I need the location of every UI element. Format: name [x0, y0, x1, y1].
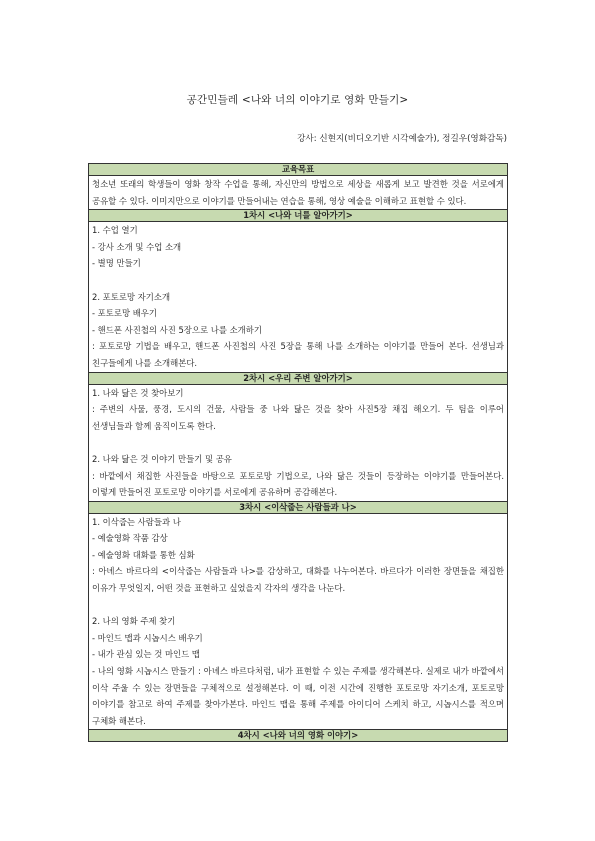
session-line: 2. 나와 닮은 것 이야기 만들기 및 공유: [92, 453, 232, 464]
session-body-row: [89, 384, 508, 501]
session-line: - 핸드폰 사진첩의 사진 5장으로 나를 소개하기: [92, 324, 262, 335]
session-line: - 예술영화 대화를 통한 심화: [92, 549, 195, 560]
session-line: - 별명 만들기: [92, 258, 141, 269]
goal-row: [89, 176, 508, 210]
session-line: 1. 이삭줍는 사람들과 나: [92, 516, 181, 527]
session-header-row: [89, 730, 508, 742]
session-line: [92, 272, 504, 289]
session-line: : 아녜스 바르다의 <이삭줍는 사람들과 나>를 감상하고, 대화를 나누어본다. 바르다가 이러한 장면들을 채집한 이유가 무엇일지, 어떤 것을 표현하고 싶었을지 각자의 생각을 나눈다.: [92, 566, 504, 594]
session-line: 2. 나의 영화 주제 찾기: [92, 616, 176, 627]
session-body: [89, 384, 508, 501]
session-line: - 예술영화 작품 감상: [92, 533, 168, 544]
session-body-row: [89, 513, 508, 730]
session-line: - 나의 영화 시놉시스 만들기 : 아녜스 바르다처럼, 내가 표현할 수 있는 주제를 생각해본다. 실제로 내가 바깥에서 이삭 주울 수 있는 장면들을 구체적으로 설정해본다. 이 때, 이전 시간에 진행한 포토로망 자기소개, 포토로망 이야기를 참고로 하여 주제를 찾아가본다. 마인드 맵을 통해 주제를 아이디어 스케치 하고, 시놉시스를 적으며 구체화 해본다.: [92, 666, 504, 726]
document-title: 공간민들레 <나와 너의 이야기로 영화 만들기>: [186, 94, 409, 106]
session-body: [89, 222, 508, 372]
session-body: [89, 513, 508, 730]
session-line: [92, 597, 504, 614]
goal-header-row: [89, 164, 508, 176]
session-header-row: [89, 501, 508, 513]
session-line: : 주변의 사물, 풍경, 도시의 건물, 사람들 중 나와 닮은 것을 찾아 사진5장 채집 해오기. 두 팀을 이루어 선생님들과 함께 움직이도록 한다.: [92, 404, 504, 431]
session-line: - 마인드 맵과 시놉시스 배우기: [92, 632, 203, 643]
session-header: 2차시 <우리 주변 알아가기>: [89, 372, 508, 384]
instructor-line: 강사: 신현지(비디오기반 시각예술가), 정길우(영화감독): [297, 134, 507, 144]
session-header: 3차시 <이삭줍는 사람들과 나>: [89, 501, 508, 513]
session-header-row: [89, 210, 508, 222]
session-body-row: [89, 222, 508, 372]
session-line: : 포토로망 기법을 배우고, 핸드폰 사진첩의 사진 5장을 통해 나를 소개하는 이야기를 만들어 본다. 선생님과 친구들에게 나를 소개해본다.: [92, 341, 504, 368]
session-line: : 바깥에서 채집한 사진들을 바탕으로 포토로망 기법으로, 나와 닮은 것들이 등장하는 이야기를 만들어본다. 이렇게 만들어진 포토로망 이야기를 서로에게 공유하며 공감해본다.: [92, 470, 504, 498]
curriculum-table: [88, 163, 508, 742]
session-line: 2. 포토로망 자기소개: [92, 291, 171, 302]
session-line: 1. 수업 열기: [92, 225, 138, 236]
session-header: 4차시 <나와 너의 영화 이야기>: [89, 730, 508, 742]
session-header-row: [89, 372, 508, 384]
session-line: 1. 나와 닮은 것 찾아보기: [92, 387, 184, 398]
session-line: - 포토로망 배우기: [92, 308, 157, 319]
session-line: - 내가 관심 있는 것 마인드 맵: [92, 649, 200, 660]
goal-text: 청소년 또래의 학생들이 영화 창작 수업을 통해, 자신만의 방법으로 세상을 새롭게 보고 발견한 것을 서로에게 공유할 수 있다. 이미지만으로 이야기를 만들어내는 연습을 통해, 영상 예술을 이해하고 표현할 수 있다.: [89, 176, 508, 210]
session-line: - 강사 소개 및 수업 소개: [92, 241, 182, 252]
session-header: 1차시 <나와 너를 알아가기>: [89, 210, 508, 222]
goal-header: 교육목표: [89, 164, 508, 176]
session-line: [92, 434, 504, 451]
